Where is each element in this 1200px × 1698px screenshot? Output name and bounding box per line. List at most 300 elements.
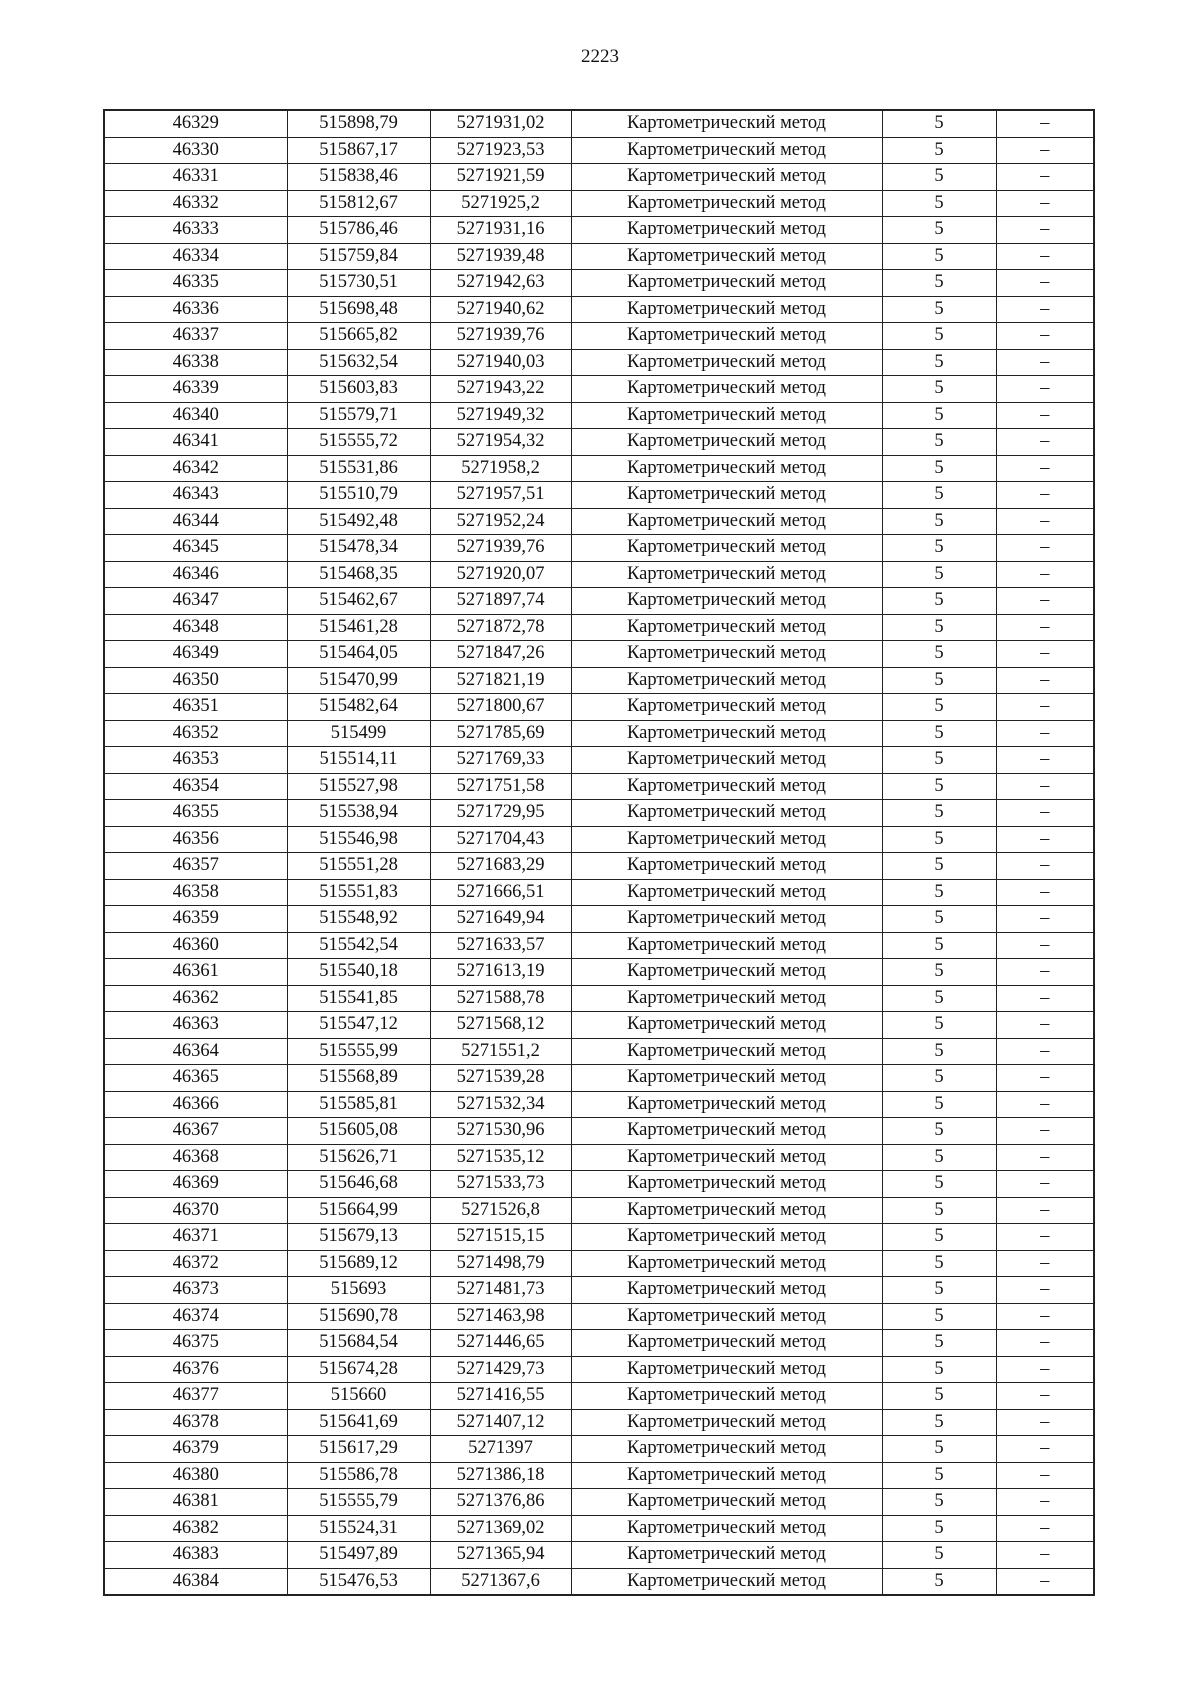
point-number-cell: 46381 (104, 1489, 287, 1516)
accuracy-cell: 5 (882, 879, 996, 906)
table-row (104, 1144, 1094, 1171)
y-coordinate-cell: 5271376,86 (430, 1489, 571, 1516)
accuracy-cell: 5 (882, 1038, 996, 1065)
point-number-cell: 46374 (104, 1303, 287, 1330)
y-coordinate-cell: 5271957,51 (430, 482, 571, 509)
accuracy-cell: 5 (882, 614, 996, 641)
note-cell: – (996, 641, 1094, 668)
y-coordinate-cell: 5271515,15 (430, 1224, 571, 1251)
table-row (104, 323, 1094, 350)
table-row (104, 270, 1094, 297)
method-cell: Картометрический метод (571, 747, 882, 774)
note-cell: – (996, 296, 1094, 323)
x-coordinate-cell: 515482,64 (287, 694, 430, 721)
y-coordinate-cell: 5271498,79 (430, 1250, 571, 1277)
point-number-cell: 46350 (104, 667, 287, 694)
note-cell: – (996, 667, 1094, 694)
table-row (104, 614, 1094, 641)
note-cell: – (996, 1224, 1094, 1251)
method-cell: Картометрический метод (571, 667, 882, 694)
y-coordinate-cell: 5271952,24 (430, 508, 571, 535)
accuracy-cell: 5 (882, 376, 996, 403)
note-cell: – (996, 959, 1094, 986)
point-number-cell: 46380 (104, 1462, 287, 1489)
point-number-cell: 46372 (104, 1250, 287, 1277)
x-coordinate-cell: 515646,68 (287, 1171, 430, 1198)
y-coordinate-cell: 5271526,8 (430, 1197, 571, 1224)
note-cell: – (996, 110, 1094, 137)
accuracy-cell: 5 (882, 1462, 996, 1489)
accuracy-cell: 5 (882, 826, 996, 853)
y-coordinate-cell: 5271940,62 (430, 296, 571, 323)
y-coordinate-cell: 5271769,33 (430, 747, 571, 774)
x-coordinate-cell: 515470,99 (287, 667, 430, 694)
point-number-cell: 46361 (104, 959, 287, 986)
point-number-cell: 46370 (104, 1197, 287, 1224)
x-coordinate-cell: 515461,28 (287, 614, 430, 641)
table-row (104, 1303, 1094, 1330)
x-coordinate-cell: 515679,13 (287, 1224, 430, 1251)
accuracy-cell: 5 (882, 164, 996, 191)
note-cell: – (996, 561, 1094, 588)
note-cell: – (996, 323, 1094, 350)
x-coordinate-cell: 515510,79 (287, 482, 430, 509)
point-number-cell: 46376 (104, 1356, 287, 1383)
method-cell: Картометрический метод (571, 1515, 882, 1542)
x-coordinate-cell: 515464,05 (287, 641, 430, 668)
method-cell: Картометрический метод (571, 1091, 882, 1118)
x-coordinate-cell: 515547,12 (287, 1012, 430, 1039)
note-cell: – (996, 429, 1094, 456)
table-row (104, 1118, 1094, 1145)
method-cell: Картометрический метод (571, 641, 882, 668)
method-cell: Картометрический метод (571, 508, 882, 535)
accuracy-cell: 5 (882, 1383, 996, 1410)
y-coordinate-cell: 5271429,73 (430, 1356, 571, 1383)
x-coordinate-cell: 515527,98 (287, 773, 430, 800)
method-cell: Картометрический метод (571, 1065, 882, 1092)
y-coordinate-cell: 5271942,63 (430, 270, 571, 297)
y-coordinate-cell: 5271369,02 (430, 1515, 571, 1542)
y-coordinate-cell: 5271921,59 (430, 164, 571, 191)
table-row (104, 1091, 1094, 1118)
method-cell: Картометрический метод (571, 1462, 882, 1489)
x-coordinate-cell: 515786,46 (287, 217, 430, 244)
method-cell: Картометрический метод (571, 906, 882, 933)
accuracy-cell: 5 (882, 773, 996, 800)
point-number-cell: 46342 (104, 455, 287, 482)
note-cell: – (996, 747, 1094, 774)
table-row (104, 1542, 1094, 1569)
accuracy-cell: 5 (882, 508, 996, 535)
method-cell: Картометрический метод (571, 296, 882, 323)
y-coordinate-cell: 5271821,19 (430, 667, 571, 694)
table-row (104, 217, 1094, 244)
y-coordinate-cell: 5271535,12 (430, 1144, 571, 1171)
point-number-cell: 46364 (104, 1038, 287, 1065)
note-cell: – (996, 508, 1094, 535)
point-number-cell: 46354 (104, 773, 287, 800)
point-number-cell: 46379 (104, 1436, 287, 1463)
x-coordinate-cell: 515499 (287, 720, 430, 747)
y-coordinate-cell: 5271943,22 (430, 376, 571, 403)
note-cell: – (996, 1356, 1094, 1383)
x-coordinate-cell: 515698,48 (287, 296, 430, 323)
note-cell: – (996, 1436, 1094, 1463)
method-cell: Картометрический метод (571, 376, 882, 403)
note-cell: – (996, 376, 1094, 403)
y-coordinate-cell: 5271539,28 (430, 1065, 571, 1092)
x-coordinate-cell: 515462,67 (287, 588, 430, 615)
x-coordinate-cell: 515626,71 (287, 1144, 430, 1171)
table-row (104, 164, 1094, 191)
note-cell: – (996, 853, 1094, 880)
y-coordinate-cell: 5271704,43 (430, 826, 571, 853)
point-number-cell: 46360 (104, 932, 287, 959)
method-cell: Картометрический метод (571, 1224, 882, 1251)
note-cell: – (996, 826, 1094, 853)
accuracy-cell: 5 (882, 1091, 996, 1118)
x-coordinate-cell: 515641,69 (287, 1409, 430, 1436)
note-cell: – (996, 1515, 1094, 1542)
table-row (104, 561, 1094, 588)
coordinates-table-body (104, 110, 1094, 1595)
table-row (104, 773, 1094, 800)
accuracy-cell: 5 (882, 959, 996, 986)
point-number-cell: 46336 (104, 296, 287, 323)
y-coordinate-cell: 5271785,69 (430, 720, 571, 747)
note-cell: – (996, 349, 1094, 376)
y-coordinate-cell: 5271751,58 (430, 773, 571, 800)
accuracy-cell: 5 (882, 1330, 996, 1357)
x-coordinate-cell: 515693 (287, 1277, 430, 1304)
table-row (104, 1012, 1094, 1039)
x-coordinate-cell: 515546,98 (287, 826, 430, 853)
x-coordinate-cell: 515632,54 (287, 349, 430, 376)
note-cell: – (996, 217, 1094, 244)
method-cell: Картометрический метод (571, 429, 882, 456)
accuracy-cell: 5 (882, 641, 996, 668)
method-cell: Картометрический метод (571, 190, 882, 217)
method-cell: Картометрический метод (571, 402, 882, 429)
accuracy-cell: 5 (882, 1171, 996, 1198)
accuracy-cell: 5 (882, 588, 996, 615)
y-coordinate-cell: 5271416,55 (430, 1383, 571, 1410)
point-number-cell: 46337 (104, 323, 287, 350)
method-cell: Картометрический метод (571, 270, 882, 297)
table-row (104, 1065, 1094, 1092)
method-cell: Картометрический метод (571, 773, 882, 800)
x-coordinate-cell: 515476,53 (287, 1568, 430, 1595)
table-row (104, 482, 1094, 509)
note-cell: – (996, 190, 1094, 217)
x-coordinate-cell: 515541,85 (287, 985, 430, 1012)
x-coordinate-cell: 515497,89 (287, 1542, 430, 1569)
method-cell: Картометрический метод (571, 482, 882, 509)
point-number-cell: 46349 (104, 641, 287, 668)
method-cell: Картометрический метод (571, 110, 882, 137)
table-row (104, 800, 1094, 827)
table-row (104, 694, 1094, 721)
note-cell: – (996, 879, 1094, 906)
table-row (104, 1356, 1094, 1383)
point-number-cell: 46375 (104, 1330, 287, 1357)
y-coordinate-cell: 5271551,2 (430, 1038, 571, 1065)
table-row (104, 1568, 1094, 1595)
method-cell: Картометрический метод (571, 985, 882, 1012)
coordinates-table (103, 109, 1095, 1596)
table-row (104, 376, 1094, 403)
note-cell: – (996, 985, 1094, 1012)
point-number-cell: 46367 (104, 1118, 287, 1145)
x-coordinate-cell: 515468,35 (287, 561, 430, 588)
y-coordinate-cell: 5271649,94 (430, 906, 571, 933)
method-cell: Картометрический метод (571, 535, 882, 562)
point-number-cell: 46334 (104, 243, 287, 270)
table-row (104, 641, 1094, 668)
note-cell: – (996, 773, 1094, 800)
accuracy-cell: 5 (882, 482, 996, 509)
y-coordinate-cell: 5271939,76 (430, 535, 571, 562)
table-row (104, 1436, 1094, 1463)
accuracy-cell: 5 (882, 1542, 996, 1569)
table-row (104, 1330, 1094, 1357)
x-coordinate-cell: 515617,29 (287, 1436, 430, 1463)
point-number-cell: 46371 (104, 1224, 287, 1251)
accuracy-cell: 5 (882, 853, 996, 880)
method-cell: Картометрический метод (571, 1277, 882, 1304)
table-row (104, 853, 1094, 880)
point-number-cell: 46363 (104, 1012, 287, 1039)
table-row (104, 455, 1094, 482)
accuracy-cell: 5 (882, 694, 996, 721)
method-cell: Картометрический метод (571, 1330, 882, 1357)
point-number-cell: 46340 (104, 402, 287, 429)
x-coordinate-cell: 515555,79 (287, 1489, 430, 1516)
table-row (104, 243, 1094, 270)
accuracy-cell: 5 (882, 535, 996, 562)
point-number-cell: 46377 (104, 1383, 287, 1410)
note-cell: – (996, 906, 1094, 933)
table-row (104, 1409, 1094, 1436)
point-number-cell: 46338 (104, 349, 287, 376)
accuracy-cell: 5 (882, 349, 996, 376)
accuracy-cell: 5 (882, 270, 996, 297)
point-number-cell: 46365 (104, 1065, 287, 1092)
x-coordinate-cell: 515586,78 (287, 1462, 430, 1489)
y-coordinate-cell: 5271367,6 (430, 1568, 571, 1595)
x-coordinate-cell: 515555,72 (287, 429, 430, 456)
accuracy-cell: 5 (882, 137, 996, 164)
note-cell: – (996, 1091, 1094, 1118)
method-cell: Картометрический метод (571, 614, 882, 641)
y-coordinate-cell: 5271633,57 (430, 932, 571, 959)
y-coordinate-cell: 5271897,74 (430, 588, 571, 615)
note-cell: – (996, 482, 1094, 509)
point-number-cell: 46353 (104, 747, 287, 774)
point-number-cell: 46384 (104, 1568, 287, 1595)
x-coordinate-cell: 515665,82 (287, 323, 430, 350)
x-coordinate-cell: 515674,28 (287, 1356, 430, 1383)
table-row (104, 932, 1094, 959)
note-cell: – (996, 137, 1094, 164)
x-coordinate-cell: 515664,99 (287, 1197, 430, 1224)
method-cell: Картометрический метод (571, 853, 882, 880)
note-cell: – (996, 932, 1094, 959)
table-row (104, 110, 1094, 137)
table-row (104, 667, 1094, 694)
point-number-cell: 46359 (104, 906, 287, 933)
y-coordinate-cell: 5271847,26 (430, 641, 571, 668)
note-cell: – (996, 614, 1094, 641)
y-coordinate-cell: 5271872,78 (430, 614, 571, 641)
note-cell: – (996, 1383, 1094, 1410)
note-cell: – (996, 1277, 1094, 1304)
method-cell: Картометрический метод (571, 1436, 882, 1463)
accuracy-cell: 5 (882, 1065, 996, 1092)
table-row (104, 429, 1094, 456)
table-row (104, 720, 1094, 747)
method-cell: Картометрический метод (571, 323, 882, 350)
x-coordinate-cell: 515568,89 (287, 1065, 430, 1092)
note-cell: – (996, 455, 1094, 482)
x-coordinate-cell: 515690,78 (287, 1303, 430, 1330)
y-coordinate-cell: 5271940,03 (430, 349, 571, 376)
x-coordinate-cell: 515548,92 (287, 906, 430, 933)
method-cell: Картометрический метод (571, 455, 882, 482)
table-row (104, 1383, 1094, 1410)
method-cell: Картометрический метод (571, 959, 882, 986)
table-row (104, 508, 1094, 535)
y-coordinate-cell: 5271666,51 (430, 879, 571, 906)
accuracy-cell: 5 (882, 667, 996, 694)
table-row (104, 296, 1094, 323)
table-row (104, 1489, 1094, 1516)
y-coordinate-cell: 5271958,2 (430, 455, 571, 482)
y-coordinate-cell: 5271949,32 (430, 402, 571, 429)
point-number-cell: 46356 (104, 826, 287, 853)
x-coordinate-cell: 515585,81 (287, 1091, 430, 1118)
y-coordinate-cell: 5271463,98 (430, 1303, 571, 1330)
point-number-cell: 46357 (104, 853, 287, 880)
y-coordinate-cell: 5271954,32 (430, 429, 571, 456)
method-cell: Картометрический метод (571, 1489, 882, 1516)
accuracy-cell: 5 (882, 1515, 996, 1542)
accuracy-cell: 5 (882, 932, 996, 959)
accuracy-cell: 5 (882, 1250, 996, 1277)
accuracy-cell: 5 (882, 296, 996, 323)
y-coordinate-cell: 5271729,95 (430, 800, 571, 827)
method-cell: Картометрический метод (571, 1542, 882, 1569)
accuracy-cell: 5 (882, 561, 996, 588)
table-row (104, 959, 1094, 986)
method-cell: Картометрический метод (571, 243, 882, 270)
x-coordinate-cell: 515684,54 (287, 1330, 430, 1357)
note-cell: – (996, 1303, 1094, 1330)
table-row (104, 588, 1094, 615)
x-coordinate-cell: 515605,08 (287, 1118, 430, 1145)
accuracy-cell: 5 (882, 1277, 996, 1304)
x-coordinate-cell: 515660 (287, 1383, 430, 1410)
y-coordinate-cell: 5271683,29 (430, 853, 571, 880)
method-cell: Картометрический метод (571, 1144, 882, 1171)
table-row (104, 1171, 1094, 1198)
point-number-cell: 46345 (104, 535, 287, 562)
note-cell: – (996, 243, 1094, 270)
method-cell: Картометрический метод (571, 879, 882, 906)
point-number-cell: 46348 (104, 614, 287, 641)
note-cell: – (996, 1171, 1094, 1198)
note-cell: – (996, 1065, 1094, 1092)
y-coordinate-cell: 5271931,16 (430, 217, 571, 244)
point-number-cell: 46382 (104, 1515, 287, 1542)
note-cell: – (996, 1568, 1094, 1595)
x-coordinate-cell: 515579,71 (287, 402, 430, 429)
point-number-cell: 46329 (104, 110, 287, 137)
note-cell: – (996, 588, 1094, 615)
method-cell: Картометрический метод (571, 932, 882, 959)
accuracy-cell: 5 (882, 323, 996, 350)
note-cell: – (996, 800, 1094, 827)
point-number-cell: 46339 (104, 376, 287, 403)
table-row (104, 1277, 1094, 1304)
point-number-cell: 46331 (104, 164, 287, 191)
point-number-cell: 46358 (104, 879, 287, 906)
point-number-cell: 46351 (104, 694, 287, 721)
table-row (104, 747, 1094, 774)
x-coordinate-cell: 515531,86 (287, 455, 430, 482)
method-cell: Картометрический метод (571, 1197, 882, 1224)
accuracy-cell: 5 (882, 1197, 996, 1224)
point-number-cell: 46378 (104, 1409, 287, 1436)
y-coordinate-cell: 5271530,96 (430, 1118, 571, 1145)
point-number-cell: 46352 (104, 720, 287, 747)
table-row (104, 1462, 1094, 1489)
accuracy-cell: 5 (882, 455, 996, 482)
y-coordinate-cell: 5271588,78 (430, 985, 571, 1012)
point-number-cell: 46341 (104, 429, 287, 456)
method-cell: Картометрический метод (571, 826, 882, 853)
x-coordinate-cell: 515555,99 (287, 1038, 430, 1065)
point-number-cell: 46335 (104, 270, 287, 297)
method-cell: Картометрический метод (571, 720, 882, 747)
x-coordinate-cell: 515759,84 (287, 243, 430, 270)
accuracy-cell: 5 (882, 1224, 996, 1251)
accuracy-cell: 5 (882, 747, 996, 774)
method-cell: Картометрический метод (571, 588, 882, 615)
accuracy-cell: 5 (882, 429, 996, 456)
accuracy-cell: 5 (882, 190, 996, 217)
accuracy-cell: 5 (882, 243, 996, 270)
point-number-cell: 46366 (104, 1091, 287, 1118)
y-coordinate-cell: 5271800,67 (430, 694, 571, 721)
point-number-cell: 46368 (104, 1144, 287, 1171)
method-cell: Картометрический метод (571, 1012, 882, 1039)
x-coordinate-cell: 515524,31 (287, 1515, 430, 1542)
method-cell: Картометрический метод (571, 694, 882, 721)
table-row (104, 826, 1094, 853)
note-cell: – (996, 720, 1094, 747)
x-coordinate-cell: 515540,18 (287, 959, 430, 986)
note-cell: – (996, 1038, 1094, 1065)
method-cell: Картометрический метод (571, 1356, 882, 1383)
table-row (104, 1224, 1094, 1251)
note-cell: – (996, 1542, 1094, 1569)
y-coordinate-cell: 5271920,07 (430, 561, 571, 588)
y-coordinate-cell: 5271931,02 (430, 110, 571, 137)
accuracy-cell: 5 (882, 110, 996, 137)
note-cell: – (996, 270, 1094, 297)
